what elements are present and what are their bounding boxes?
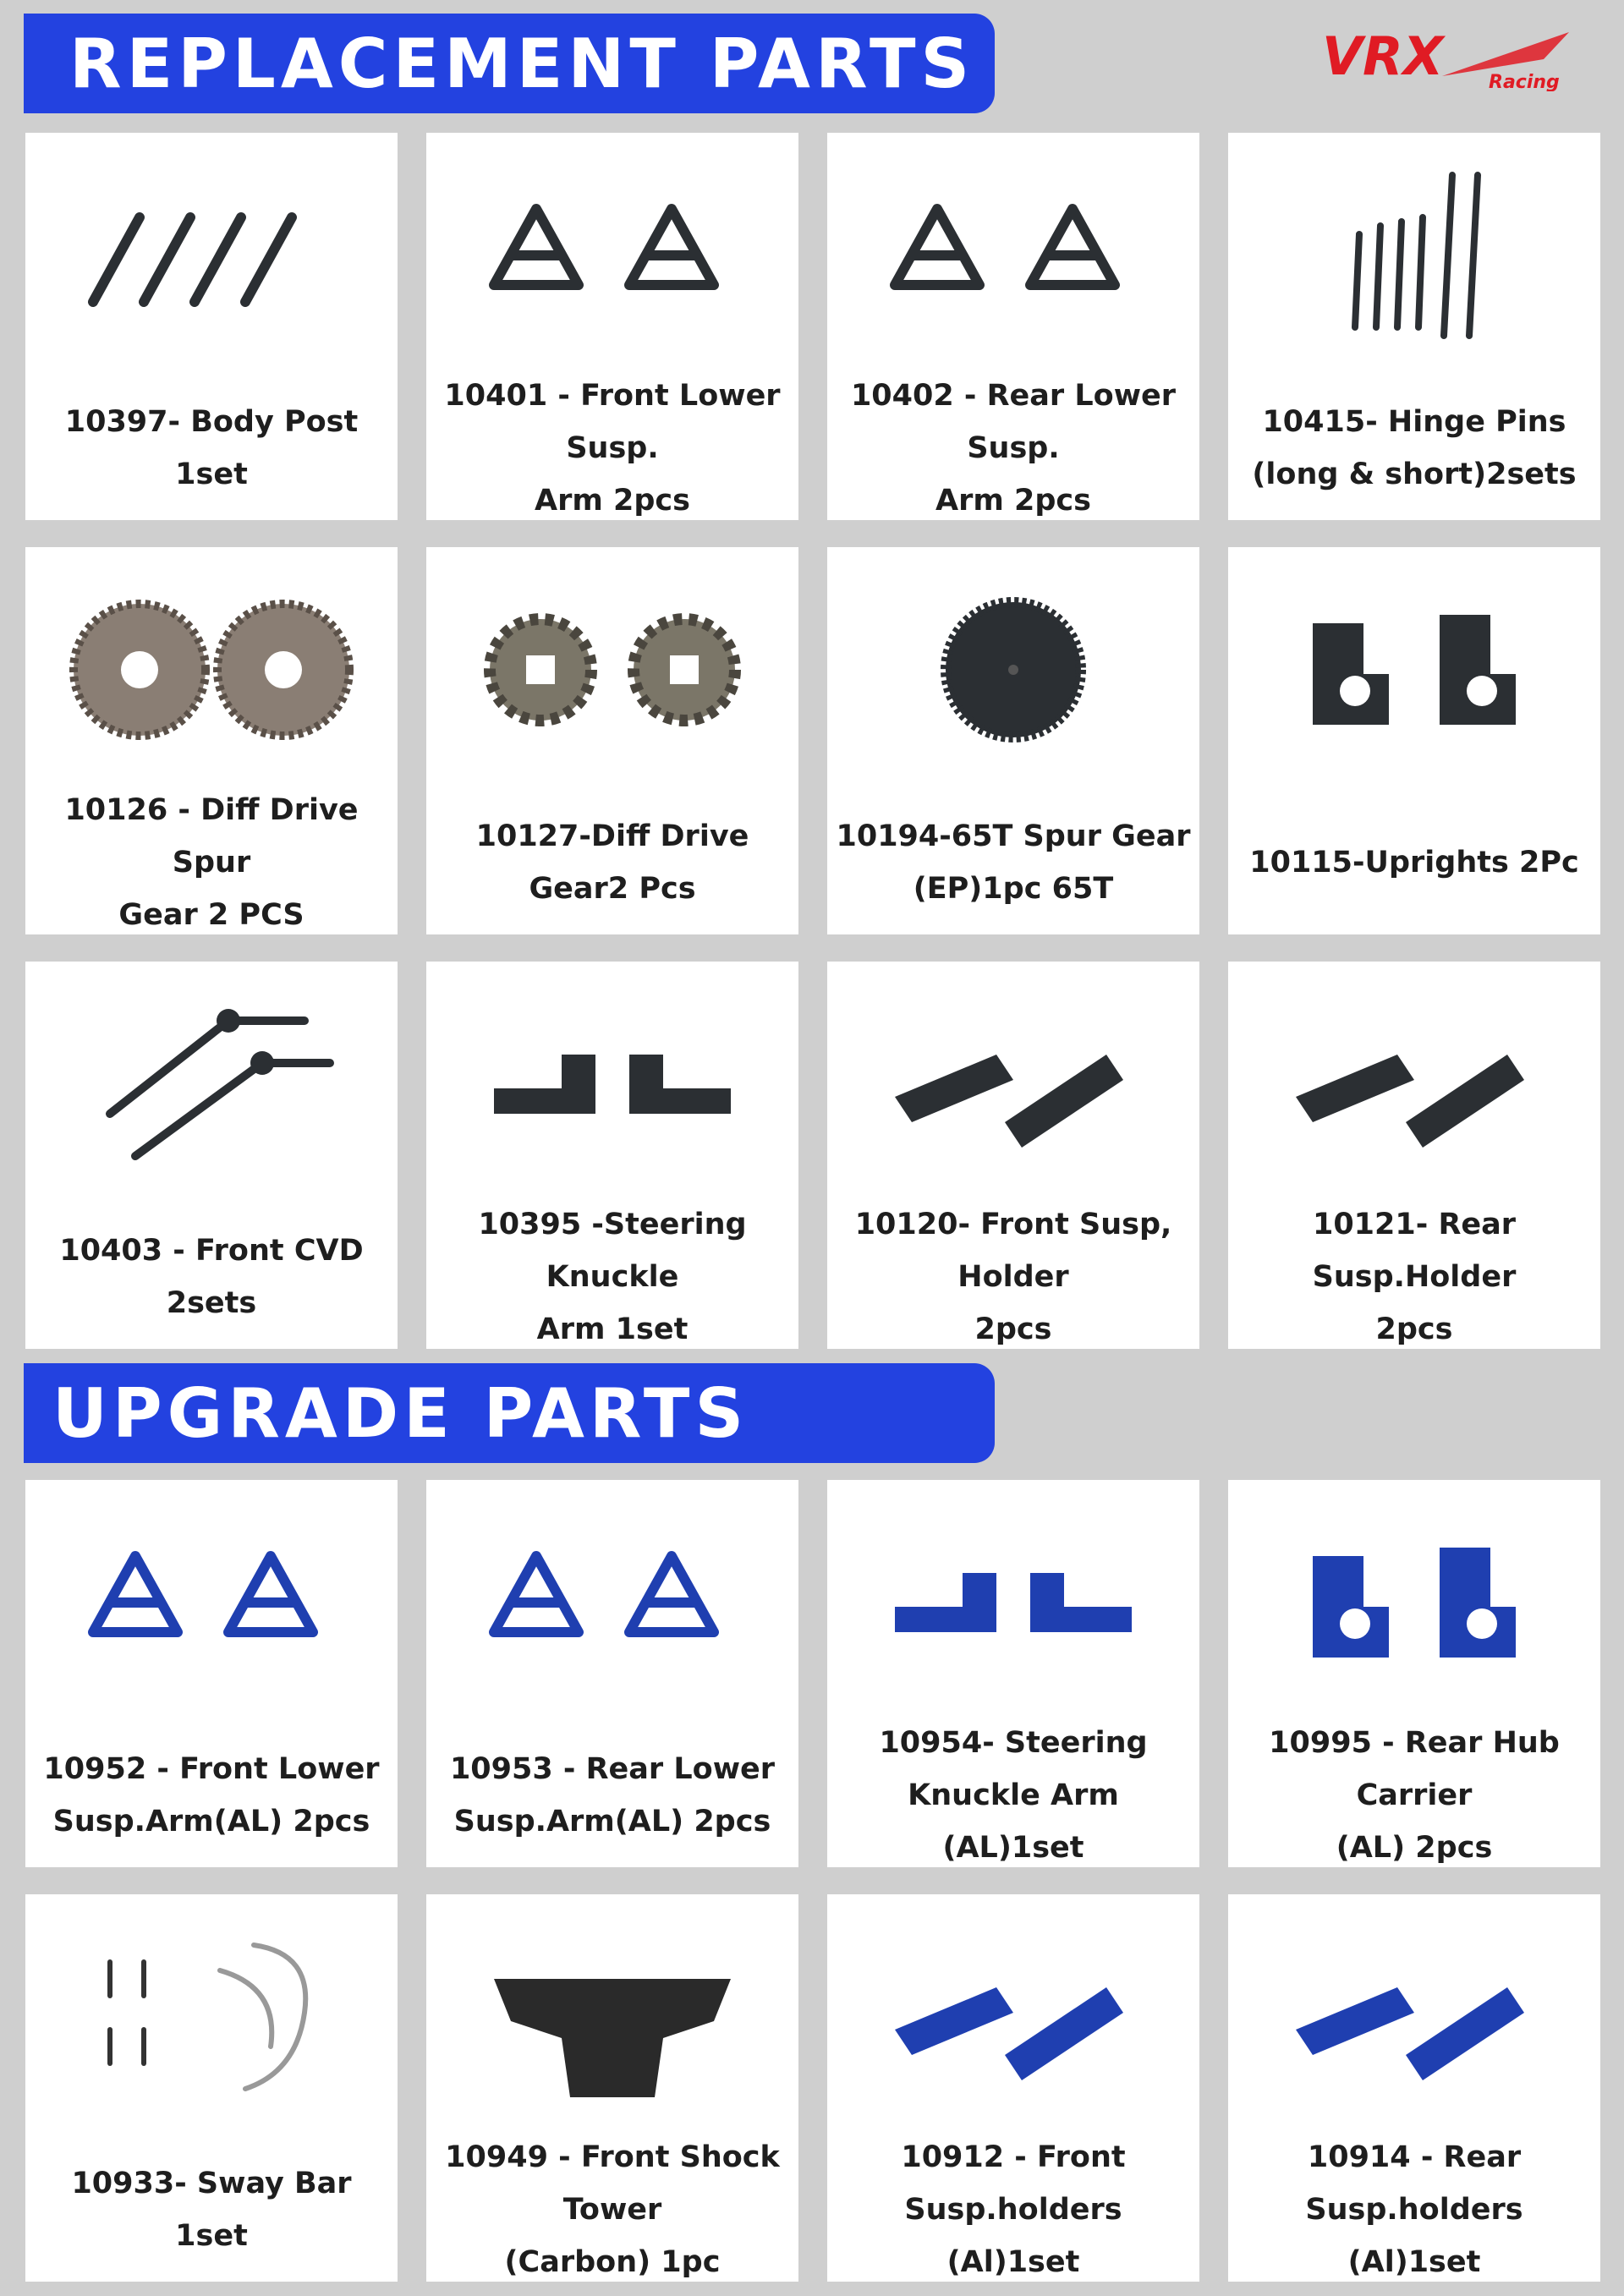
part-card bbox=[1228, 1480, 1600, 1867]
part-label: 10952 - Front Lower Susp.Arm(AL) 2pcs bbox=[43, 1752, 380, 1838]
part-card bbox=[827, 547, 1199, 934]
susp-holder-icon bbox=[1245, 978, 1583, 1190]
part-label: 10914 - Rear Susp.holders (Al)1set bbox=[1305, 2140, 1523, 2279]
spur-gear-icon bbox=[844, 564, 1182, 775]
part-label: 10121- Rear Susp.Holder 2pcs bbox=[1312, 1208, 1517, 1346]
bevel-gear-icon bbox=[443, 564, 782, 775]
part-label: 10949 - Front Shock Tower (Carbon) 1pc bbox=[445, 2140, 780, 2279]
hub-carrier-icon bbox=[1245, 1497, 1583, 1708]
upgrade-parts-title: UPGRADE PARTS bbox=[52, 1373, 749, 1453]
part-card bbox=[426, 1480, 798, 1867]
part-label: 10912 - Front Susp.holders (Al)1set bbox=[901, 2140, 1126, 2279]
svg-text:VRX: VRX bbox=[1322, 25, 1444, 87]
part-label: 10115-Uprights 2Pc bbox=[1249, 846, 1579, 879]
hinge-pins-icon bbox=[1245, 150, 1583, 361]
part-card bbox=[25, 133, 398, 520]
replacement-parts-header bbox=[24, 14, 995, 113]
upgrade-parts-header bbox=[24, 1363, 995, 1463]
part-label: 10194-65T Spur Gear (EP)1pc 65T bbox=[836, 819, 1191, 906]
part-label: 10401 - Front Lower Susp. Arm 2pcs bbox=[444, 379, 781, 518]
part-label: 10402 - Rear Lower Susp. Arm 2pcs bbox=[850, 379, 1177, 518]
upright-icon bbox=[1245, 564, 1583, 775]
part-card bbox=[827, 133, 1199, 520]
part-label: 10126 - Diff Drive Spur Gear 2 PCS bbox=[64, 793, 359, 932]
part-card bbox=[426, 133, 798, 520]
part-card bbox=[1228, 133, 1600, 520]
part-card bbox=[1228, 1894, 1600, 2282]
vrx-racing-logo bbox=[1315, 25, 1586, 91]
susp-holder-icon bbox=[1245, 1911, 1583, 2123]
replacement-parts-grid bbox=[25, 133, 1600, 1349]
part-card bbox=[827, 1894, 1199, 2282]
part-label: 10403 - Front CVD 2sets bbox=[59, 1234, 364, 1320]
part-card bbox=[426, 547, 798, 934]
part-label: 10127-Diff Drive Gear2 Pcs bbox=[475, 819, 749, 906]
diff-gear-icon bbox=[42, 564, 381, 775]
part-card bbox=[1228, 547, 1600, 934]
part-card bbox=[426, 962, 798, 1349]
svg-text:Racing: Racing bbox=[1489, 72, 1560, 91]
part-label: 10415- Hinge Pins (long & short)2sets bbox=[1252, 405, 1577, 491]
steering-knuckle-icon bbox=[844, 1497, 1182, 1708]
part-card bbox=[827, 962, 1199, 1349]
sway-bar-icon bbox=[42, 1911, 381, 2123]
cvd-shaft-icon bbox=[42, 978, 381, 1190]
part-card bbox=[827, 1480, 1199, 1867]
susp-holder-icon bbox=[844, 1911, 1182, 2123]
part-card bbox=[1228, 962, 1600, 1349]
part-label: 10120- Front Susp, Holder 2pcs bbox=[854, 1208, 1172, 1346]
part-card bbox=[25, 1894, 398, 2282]
part-label: 10933- Sway Bar 1set bbox=[71, 2167, 352, 2253]
suspension-arm-icon bbox=[443, 150, 782, 361]
susp-holder-icon bbox=[844, 978, 1182, 1190]
part-label: 10953 - Rear Lower Susp.Arm(AL) 2pcs bbox=[449, 1752, 776, 1838]
part-label: 10954- Steering Knuckle Arm (AL)1set bbox=[879, 1726, 1148, 1865]
body-post-icon bbox=[42, 150, 381, 361]
replacement-parts-title: REPLACEMENT PARTS bbox=[69, 24, 975, 103]
suspension-arm-icon bbox=[42, 1497, 381, 1708]
part-card bbox=[25, 962, 398, 1349]
suspension-arm-icon bbox=[443, 1497, 782, 1708]
part-card bbox=[25, 1480, 398, 1867]
part-label: 10395 -Steering Knuckle Arm 1set bbox=[478, 1208, 747, 1346]
upgrade-parts-grid bbox=[25, 1480, 1600, 2282]
part-card bbox=[25, 547, 398, 934]
part-card bbox=[426, 1894, 798, 2282]
shock-tower-icon bbox=[443, 1911, 782, 2123]
part-label: 10397- Body Post 1set bbox=[64, 405, 359, 491]
suspension-arm-icon bbox=[844, 150, 1182, 361]
part-label: 10995 - Rear Hub Carrier (AL) 2pcs bbox=[1269, 1726, 1560, 1865]
steering-knuckle-icon bbox=[443, 978, 782, 1190]
